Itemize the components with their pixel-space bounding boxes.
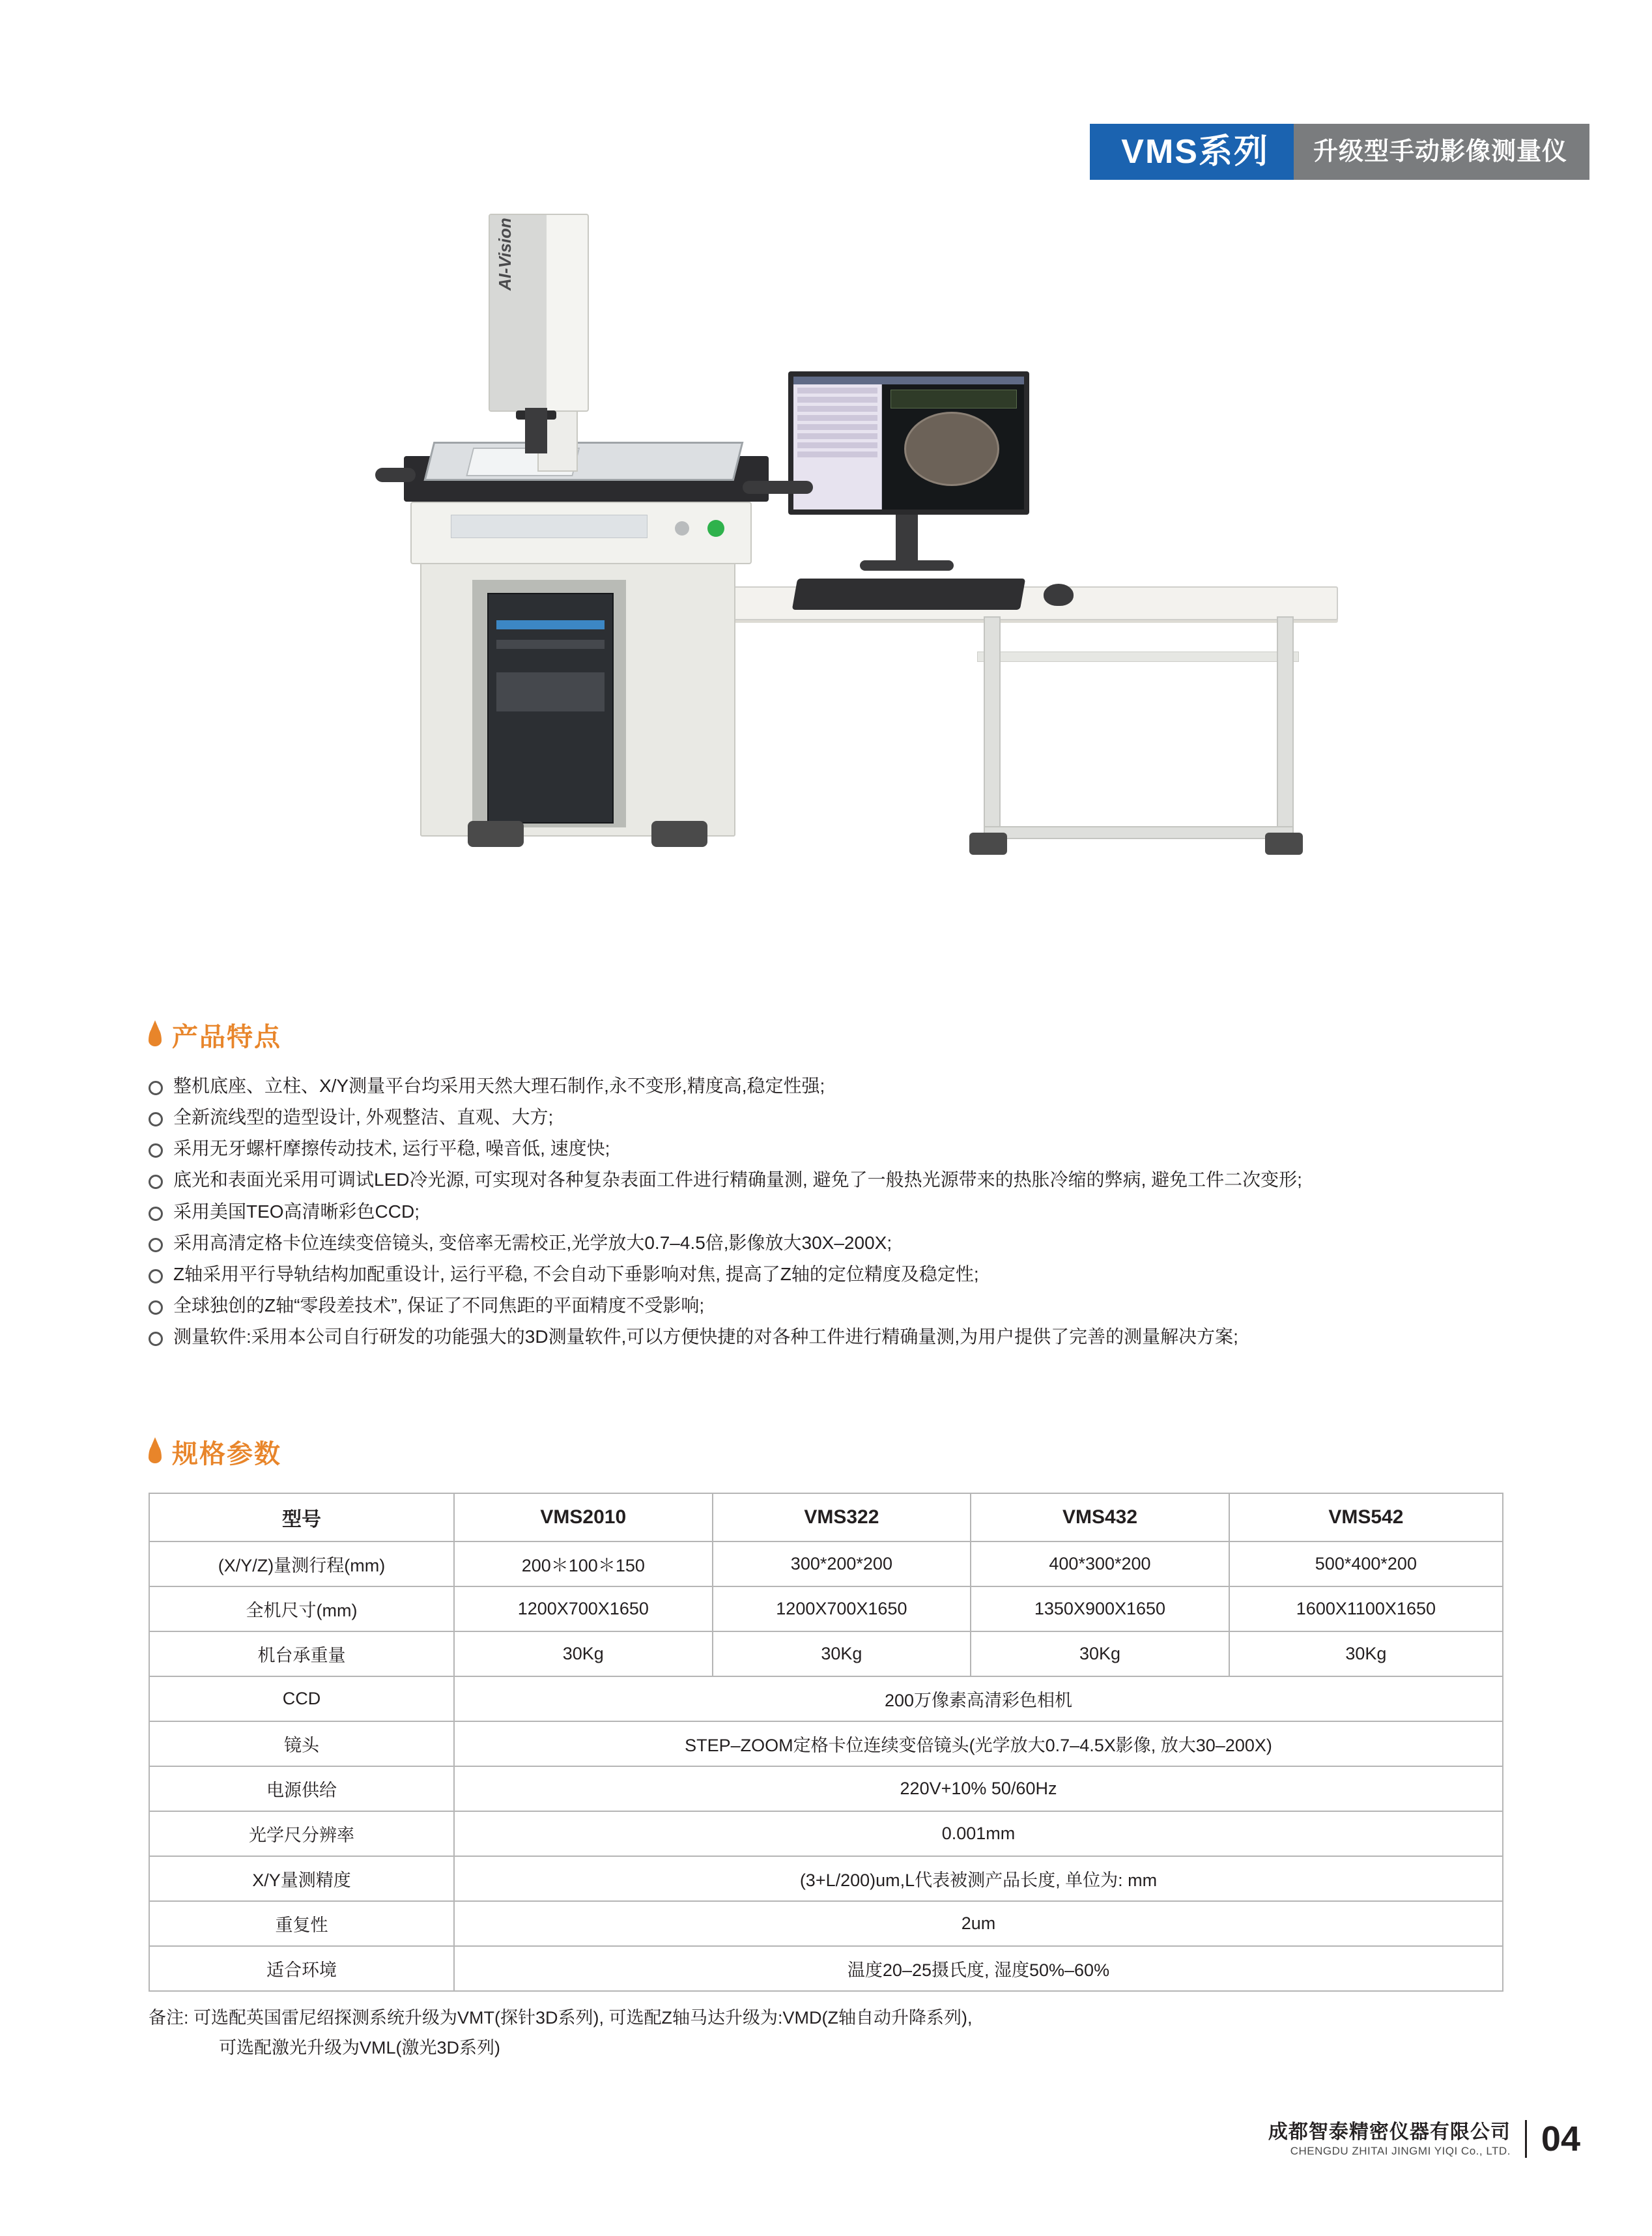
lens-body	[525, 408, 547, 453]
feature-text: 采用高清定格卡位连续变倍镜头, 变倍率无需校正,光学放大0.7–4.5倍,影像放大30X–200X;	[173, 1232, 892, 1253]
table-cell: 1350X900X1650	[971, 1586, 1229, 1631]
workpiece-image	[904, 412, 999, 486]
table-cell-merged: (3+L/200)um,L代表被测产品长度, 单位为: mm	[454, 1856, 1503, 1901]
table-header-row	[149, 1493, 1503, 1541]
row-label: 镜头	[149, 1721, 454, 1766]
measuring-stage-glass	[424, 442, 744, 481]
row-label: (X/Y/Z)量测行程(mm)	[149, 1541, 454, 1586]
feature-text: 全球独创的Z轴“零段差技术”, 保证了不同焦距的平面精度不受影响;	[173, 1295, 705, 1316]
drop-icon	[149, 1444, 162, 1463]
power-switch[interactable]	[675, 521, 689, 536]
table-cell: 400*300*200	[971, 1541, 1229, 1586]
page-footer	[1268, 2119, 1580, 2159]
table-header-cell: VMS322	[713, 1493, 971, 1541]
mouse	[1044, 584, 1074, 606]
table-cell: 30Kg	[1229, 1631, 1503, 1676]
stage-handle-right[interactable]	[743, 481, 813, 494]
company-name-cn: 成都智泰精密仪器有限公司	[1268, 2121, 1511, 2143]
specs-remark	[149, 2003, 1503, 2063]
row-label: X/Y量测精度	[149, 1856, 454, 1901]
drop-icon	[149, 1027, 162, 1046]
list-item	[149, 1070, 1302, 1102]
table-cell: 500*400*200	[1229, 1541, 1503, 1586]
feature-text: 整机底座、立柱、X/Y测量平台均采用天然大理石制作,永不变形,精度高,稳定性强;	[173, 1076, 825, 1096]
table-header-cell: 型号	[149, 1493, 454, 1541]
ring-bullet-icon	[149, 1081, 163, 1095]
cabinet-foot-left	[468, 821, 524, 847]
ring-bullet-icon	[149, 1175, 163, 1189]
stage-handle-left[interactable]	[375, 468, 416, 482]
list-item	[149, 1290, 1302, 1321]
feature-text: 测量软件:采用本公司自行研发的功能强大的3D测量软件,可以方便快捷的对各种工件进行精确量测,为用户提供了完善的测量解决方案;	[173, 1326, 1238, 1347]
pc-front-panel	[496, 672, 605, 711]
software-image-view	[882, 384, 1024, 509]
table-row	[149, 1856, 1503, 1901]
feature-text: 采用无牙螺杆摩擦传动技术, 运行平稳, 噪音低, 速度快;	[173, 1138, 610, 1159]
page-number: 04	[1541, 2119, 1580, 2158]
product-photo	[313, 195, 1329, 964]
table-cell-merged: 200万像素高清彩色相机	[454, 1676, 1503, 1721]
table-cell: 1200X700X1650	[713, 1586, 971, 1631]
series-title: VMS系列	[1090, 124, 1294, 180]
table-row	[149, 1541, 1503, 1586]
table-row	[149, 1721, 1503, 1766]
list-item	[149, 1133, 1302, 1164]
row-label: 光学尺分辨率	[149, 1811, 454, 1856]
feature-text: Z轴采用平行导轨结构加配重设计, 运行平稳, 不会自动下垂影响对焦, 提高了Z轴的定位精度及稳定性;	[173, 1263, 979, 1284]
base-label-plate	[451, 515, 648, 538]
table-row	[149, 1946, 1503, 1991]
table-row	[149, 1586, 1503, 1631]
desk-leg-right	[1277, 616, 1294, 834]
row-label: 电源供给	[149, 1766, 454, 1811]
cabinet-foot-right	[651, 821, 707, 847]
software-toolbar	[793, 377, 1024, 384]
remark-line-1: 备注: 可选配英国雷尼绍探测系统升级为VMT(探针3D系列), 可选配Z轴马达升级为:VMD(Z轴自动升降系列),	[149, 2008, 973, 2028]
feature-text: 底光和表面光采用可调试LED冷光源, 可实现对各种复杂表面工件进行精确量测, 避免了一般热光源带来的热胀冷缩的弊病, 避免工件二次变形;	[173, 1169, 1302, 1190]
features-list	[149, 1070, 1302, 1353]
measurement-bar	[890, 390, 1017, 408]
table-row	[149, 1631, 1503, 1676]
ring-bullet-icon	[149, 1332, 163, 1346]
ring-bullet-icon	[149, 1112, 163, 1126]
pc-panel-strip	[496, 640, 605, 649]
ring-bullet-icon	[149, 1143, 163, 1158]
list-item	[149, 1259, 1302, 1290]
monitor	[788, 371, 1029, 515]
pc-drive-bay	[496, 620, 605, 629]
remark-line-2: 可选配激光升级为VML(激光3D系列)	[219, 2037, 501, 2057]
company-name-en: CHENGDU ZHITAI JINGMI YIQI Co., LTD.	[1290, 2145, 1511, 2158]
row-label: 全机尺寸(mm)	[149, 1586, 454, 1631]
table-cell: 30Kg	[971, 1631, 1229, 1676]
machine-control-base	[410, 502, 752, 564]
table-row	[149, 1766, 1503, 1811]
header-banner	[1090, 124, 1589, 180]
desk-shelf	[977, 652, 1299, 662]
monitor-screen	[793, 377, 1024, 509]
list-item	[149, 1321, 1302, 1353]
table-header-cell: VMS432	[971, 1493, 1229, 1541]
monitor-neck	[896, 515, 918, 562]
table-cell: 300*200*200	[713, 1541, 971, 1586]
table-cell-merged: 220V+10% 50/60Hz	[454, 1766, 1503, 1811]
list-item	[149, 1102, 1302, 1133]
table-row	[149, 1811, 1503, 1856]
table-header-cell: VMS542	[1229, 1493, 1503, 1541]
table-cell: 30Kg	[713, 1631, 971, 1676]
list-item	[149, 1227, 1302, 1259]
optical-head-unit	[489, 214, 589, 412]
table-cell: 200＊100＊150	[454, 1541, 713, 1586]
ring-bullet-icon	[149, 1238, 163, 1252]
row-label: 适合环境	[149, 1946, 454, 1991]
pc-tower	[487, 593, 614, 824]
table-cell-merged: STEP–ZOOM定格卡位连续变倍镜头(光学放大0.7–4.5X影像, 放大30–200X)	[454, 1721, 1503, 1766]
footer-divider	[1525, 2120, 1527, 2158]
specs-section	[149, 1433, 1503, 2063]
keyboard	[792, 579, 1025, 610]
feature-text: 全新流线型的造型设计, 外观整洁、直观、大方;	[173, 1107, 554, 1128]
features-section	[149, 1016, 1302, 1363]
ring-bullet-icon	[149, 1269, 163, 1283]
table-row	[149, 1901, 1503, 1946]
features-heading	[149, 1016, 1302, 1054]
table-cell: 1600X1100X1650	[1229, 1586, 1503, 1631]
feature-text: 采用美国TEO高清晰彩色CCD;	[173, 1201, 420, 1222]
table-cell-merged: 2um	[454, 1901, 1503, 1946]
power-indicator-light	[707, 520, 724, 537]
table-row	[149, 1676, 1503, 1721]
row-label: 重复性	[149, 1901, 454, 1946]
table-cell-merged: 温度20–25摄氏度, 湿度50%–60%	[454, 1946, 1503, 1991]
ring-bullet-icon	[149, 1300, 163, 1315]
table-cell-merged: 0.001mm	[454, 1811, 1503, 1856]
table-cell: 1200X700X1650	[454, 1586, 713, 1631]
list-item	[149, 1164, 1302, 1196]
specs-table	[149, 1493, 1503, 1992]
ring-bullet-icon	[149, 1207, 163, 1221]
table-cell: 30Kg	[454, 1631, 713, 1676]
monitor-base	[860, 560, 954, 571]
desk-foot-pad-left	[969, 833, 1007, 855]
row-label: CCD	[149, 1676, 454, 1721]
desk-leg-left	[984, 616, 1001, 834]
desk-foot-bar	[984, 826, 1294, 839]
features-heading-text: 产品特点	[172, 1023, 281, 1052]
table-header-cell: VMS2010	[454, 1493, 713, 1541]
list-item	[149, 1196, 1302, 1227]
desk-foot-pad-right	[1265, 833, 1303, 855]
specs-heading-text: 规格参数	[172, 1440, 281, 1469]
series-subtitle: 升级型手动影像测量仪	[1294, 124, 1589, 180]
specs-heading	[149, 1433, 1503, 1470]
company-block	[1268, 2120, 1511, 2158]
machine-brand-label: AI-Vision	[495, 218, 515, 291]
row-label: 机台承重量	[149, 1631, 454, 1676]
